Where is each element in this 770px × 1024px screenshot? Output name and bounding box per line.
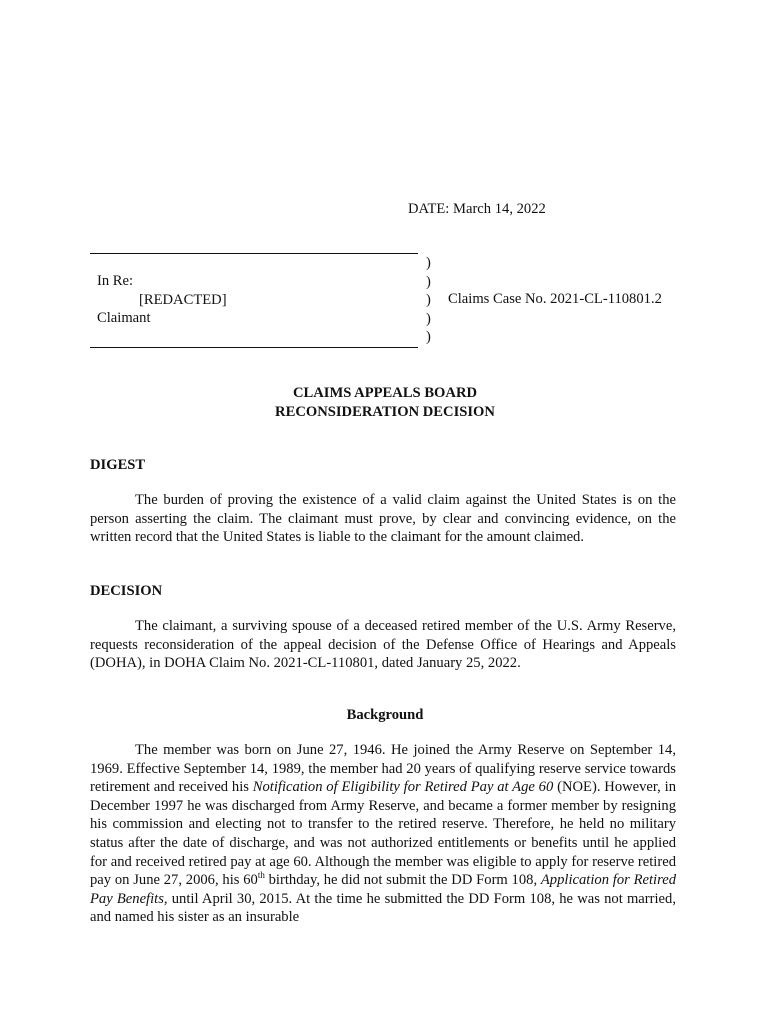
digest-paragraph: The burden of proving the existence of a valid claim against the United States is on the person asserting the claim. The claimant must prove, by clear and convincing evidence, on the written record that the United States is liable to the claimant for the amount claimed.	[90, 492, 676, 546]
decision-paragraph: The claimant, a surviving spouse of a deceased retired member of the U.S. Army Reserve, requests reconsideration of the appeal decision of the Defense Office of Hearings and Appeals (DOHA), in DOHA Claim No. 2021-CL-110801, dated January 25, 2022.	[90, 618, 676, 672]
dd-form-title: Application for Retired Pay Benefits	[90, 872, 676, 907]
caption-top-rule	[90, 253, 418, 254]
paren: )	[426, 329, 431, 346]
claims-case-number: Claims Case No. 2021-CL-110801.2	[448, 291, 662, 307]
background-paragraph	[90, 741, 676, 927]
redacted-party: [REDACTED]	[139, 291, 227, 308]
decision-date: DATE: March 14, 2022	[408, 201, 546, 217]
in-re-label: In Re:	[97, 273, 134, 289]
ordinal-suffix: th	[257, 870, 265, 881]
paren: )	[426, 292, 431, 309]
background-text-3: birthday, he did not submit the DD Form 108,	[264, 872, 541, 889]
paren: )	[426, 273, 431, 290]
title-line-2: RECONSIDERATION DECISION	[275, 403, 495, 420]
paren: )	[426, 310, 431, 327]
paren: )	[426, 255, 431, 271]
title-line-1: CLAIMS APPEALS BOARD	[292, 385, 478, 401]
background-text-1: The member was born on June 27, 1946. He joined the Army Reserve on September 14, 1969. Effective September 14, 1989, the member had 20 years of qualifying reserve service towards retirement and received his	[90, 742, 676, 796]
background-heading: Background	[346, 707, 424, 723]
document-title	[0, 384, 770, 421]
digest-heading: DIGEST	[90, 457, 146, 473]
background-text-4: , until April 30, 2015. At the time he submitted the DD Form 108, he was not married, and named his sister as an insurable	[90, 890, 676, 926]
background-text-2: (NOE). However, in December 1997 he was discharged from Army Reserve, and became a former member by resigning his commission and electing not to transfer to the retired reserve. Therefore, he held no military status after the date of discharge, and was not authorized entitlements or benefits until he applied for and received retired pay at age 60. Although the member was eligible to apply for reserve retired pay on June 27, 2006, his 60	[90, 779, 677, 889]
claimant-label: Claimant	[97, 310, 151, 327]
noe-title: Notification of Eligibility for Retired Pay at Age 60	[252, 779, 554, 796]
caption-parentheses	[426, 254, 431, 347]
caption-bottom-rule	[90, 347, 418, 348]
case-caption	[97, 272, 227, 328]
decision-heading: DECISION	[90, 583, 163, 599]
